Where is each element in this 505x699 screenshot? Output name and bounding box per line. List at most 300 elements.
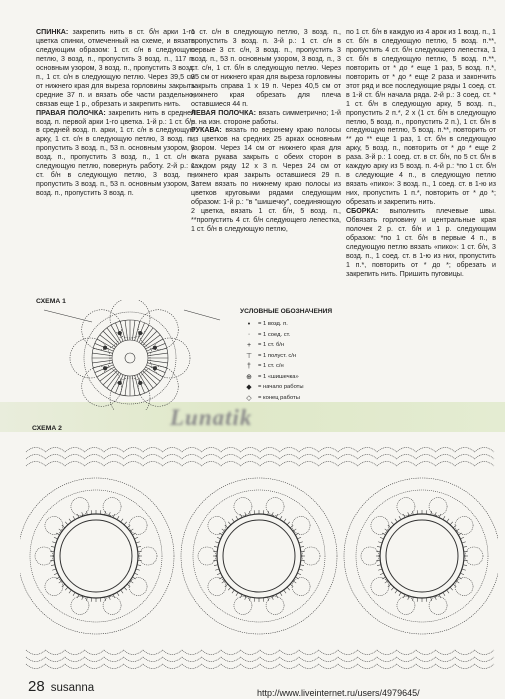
- scheme-2-diagram: [20, 438, 498, 674]
- mesh-arch: [46, 657, 66, 662]
- motif-petal: [71, 596, 89, 614]
- mesh-arch: [182, 664, 202, 669]
- motif-ring: [380, 514, 464, 598]
- stitch-line: [147, 348, 166, 353]
- stitch-tick: [62, 584, 65, 587]
- mesh-arch: [299, 455, 319, 460]
- mesh-arch: [377, 462, 397, 467]
- stitch-tick: [51, 546, 55, 547]
- mesh-arch: [397, 664, 417, 669]
- stitch-tick: [136, 542, 140, 543]
- bobble-mark: [118, 331, 122, 335]
- bobble-mark: [118, 381, 122, 385]
- paragraph-assembly: выполнить плечевые швы. Обвязать горловину и центральные края полочек 2 р. ст. б/н и 1 р. следующим образом: *по 1 ст. б/н в первые 4 п., в следующую петлю вязать «пико»: 1 ст. б/н, 3 возд. п., 1 соед. ст. в 1-ю из них, пропустить 1 п.*, повторить от * до *; обрезать и закрепить нить. Пришить пуговицы.: [346, 207, 496, 278]
- mesh-arch: [475, 650, 495, 655]
- watermark: Lunatik: [170, 405, 253, 430]
- scheme-1-label: СХЕМА 1: [36, 298, 66, 305]
- stitch-tick: [443, 516, 445, 519]
- mesh-arch: [202, 462, 222, 467]
- stitch-tick: [249, 511, 250, 515]
- mesh-arch: [397, 462, 417, 467]
- stitch-tick: [54, 537, 58, 539]
- stitch-line: [135, 321, 140, 340]
- mesh-arch: [143, 448, 163, 453]
- legend-row: [240, 330, 350, 341]
- scheme-1-diagram: [34, 300, 232, 410]
- legend-row: [240, 319, 350, 330]
- stitch-line: [93, 348, 112, 353]
- legend-row: [240, 351, 350, 362]
- text-column-1: [36, 28, 195, 284]
- mesh-arch: [416, 650, 436, 655]
- stitch-tick: [395, 519, 397, 522]
- bobble-mark: [103, 346, 107, 350]
- motif-inner-ring: [60, 520, 132, 592]
- stitch-tick: [232, 519, 234, 522]
- motif-mid-ring: [30, 490, 162, 622]
- stitch-tick: [391, 587, 394, 590]
- mesh-arch: [202, 455, 222, 460]
- stitch-tick: [399, 516, 401, 519]
- mesh-arch: [319, 448, 339, 453]
- page-number: 28: [28, 678, 45, 695]
- motif-outer-ring: [344, 478, 498, 634]
- legend-text: = 1 «шишечка»: [258, 373, 299, 380]
- mesh-arch: [475, 462, 495, 467]
- mesh-arch: [143, 650, 163, 655]
- mesh-arch: [397, 448, 417, 453]
- stitch-tick: [86, 597, 87, 601]
- mesh-arch: [397, 650, 417, 655]
- scheme-2-label: СХЕМА 2: [32, 425, 62, 432]
- mesh-arch: [455, 448, 475, 453]
- mesh-arch: [85, 664, 105, 669]
- stitch-tick: [295, 533, 298, 535]
- motif-outer-ring: [20, 478, 174, 634]
- mesh-arch: [202, 448, 222, 453]
- stitch-tick: [439, 514, 441, 518]
- mesh-arch: [299, 650, 319, 655]
- mesh-arch: [143, 455, 163, 460]
- stitch-line: [93, 363, 112, 368]
- legend-text: = 1 полуст. с/н: [258, 352, 297, 359]
- mesh-arch: [358, 455, 378, 460]
- mesh-arch: [416, 455, 436, 460]
- stitch-tick: [69, 590, 71, 593]
- mesh-arch: [46, 462, 66, 467]
- mesh-arch: [319, 650, 339, 655]
- stitch-tick: [225, 584, 228, 587]
- mesh-arch: [65, 448, 85, 453]
- mesh-arch: [416, 462, 436, 467]
- mesh-arch: [182, 462, 202, 467]
- stitch-tick: [127, 584, 130, 587]
- stitch-line: [132, 376, 135, 396]
- stitch-tick: [59, 529, 62, 531]
- stitch-tick: [86, 511, 87, 515]
- mesh-arch: [221, 650, 241, 655]
- mesh-arch: [26, 657, 46, 662]
- stitch-tick: [439, 594, 441, 598]
- legend-title: УСЛОВНЫЕ ОБОЗНАЧЕНИЯ: [240, 308, 333, 315]
- mesh-arch: [202, 657, 222, 662]
- stitch-tick: [73, 516, 75, 519]
- mesh-arch: [475, 448, 495, 453]
- mesh-arch: [124, 462, 144, 467]
- mesh-arch: [221, 462, 241, 467]
- legend-row: [240, 372, 350, 383]
- mesh-arch: [299, 462, 319, 467]
- legend-symbol: •: [247, 320, 251, 328]
- stitch-tick: [73, 592, 75, 595]
- motif-petal: [292, 516, 310, 534]
- motif-petal: [429, 498, 447, 516]
- stitch-tick: [299, 542, 303, 543]
- stitch-tick: [395, 590, 397, 593]
- mesh-arch: [104, 455, 124, 460]
- mesh-arch: [163, 657, 183, 662]
- stitch-tick: [460, 573, 464, 575]
- motif-petal: [45, 516, 63, 534]
- mesh-arch: [182, 448, 202, 453]
- inner-ring: [112, 340, 148, 376]
- stitch-tick: [240, 514, 242, 518]
- motif-petal: [103, 596, 121, 614]
- stitch-tick: [378, 542, 382, 543]
- stitch-tick: [134, 573, 138, 575]
- side-hatching: [44, 310, 92, 322]
- legend-text: = 1 возд. п.: [258, 321, 288, 328]
- mesh-arch: [104, 657, 124, 662]
- mesh-arch: [436, 650, 456, 655]
- mesh-arch: [163, 448, 183, 453]
- mesh-arch: [377, 657, 397, 662]
- stitch-tick: [132, 577, 135, 579]
- legend-symbol: ◆: [246, 384, 252, 392]
- mesh-arch: [26, 650, 46, 655]
- stitch-tick: [388, 525, 391, 528]
- mesh-arch: [338, 650, 358, 655]
- motif-petal: [371, 516, 389, 534]
- stitch-tick: [280, 516, 282, 519]
- mesh-arch: [358, 657, 378, 662]
- motif-petal: [397, 498, 415, 516]
- stitch-tick: [290, 584, 293, 587]
- mesh-arch: [436, 657, 456, 662]
- heading-assembly: СБОРКА:: [346, 207, 379, 216]
- mesh-arch: [436, 455, 456, 460]
- stitch-tick: [276, 514, 278, 518]
- legend-symbol: †: [247, 362, 251, 370]
- stitch-tick: [124, 522, 127, 525]
- stitch-line: [125, 320, 128, 340]
- mesh-arch: [143, 657, 163, 662]
- stitch-tick: [59, 581, 62, 583]
- mesh-arch: [221, 448, 241, 453]
- mesh-arch: [299, 657, 319, 662]
- motif-petal: [71, 498, 89, 516]
- mesh-arch: [358, 664, 378, 669]
- legend: [240, 308, 350, 403]
- mesh-arch: [241, 657, 261, 662]
- stitch-line: [135, 375, 140, 394]
- paragraph-back: закрепить нить в ст. б/н арки 1-го цветка спинки, отмеченный на схеме, и вязать следующим образом: 1 ст. с/н в следующую петлю, 3 возд. п., пропустить 3 возд. п., 117 п. основным узором, 3 возд. п., пропустить 3 возд. п., 1 ст. с/н в следующую петлю. Через 39,5 см от нижнего края для выреза горловины закрыть средние 37 п. и вязать обе части раздельно, связав еще 1 р., обрезать и закрепить нить.: [36, 28, 195, 108]
- motif-petal: [208, 516, 226, 534]
- heading-right-front: ПРАВАЯ ПОЛОЧКА:: [36, 108, 106, 117]
- mesh-arch: [436, 664, 456, 669]
- stitch-tick: [450, 587, 453, 590]
- motif-petal: [103, 498, 121, 516]
- motif-petal: [371, 578, 389, 596]
- stitch-tick: [412, 597, 413, 601]
- motif-inner-ring: [223, 520, 295, 592]
- mesh-arch: [436, 448, 456, 453]
- bobble-mark: [139, 381, 143, 385]
- mesh-arch: [338, 664, 358, 669]
- stitch-tick: [280, 592, 282, 595]
- mesh-arch: [455, 455, 475, 460]
- stitch-tick: [385, 581, 388, 583]
- legend-row: [240, 382, 350, 393]
- stitch-tick: [453, 525, 456, 528]
- stitch-tick: [215, 542, 219, 543]
- motif-petal: [234, 498, 252, 516]
- stitch-tick: [121, 590, 123, 593]
- mesh-arch: [475, 657, 495, 662]
- mesh-arch: [85, 455, 105, 460]
- mesh-arch: [319, 657, 339, 662]
- paragraph-right-front: закрепить нить в средней возд. п. первой арки 1-го цветка. 1-й р.: 1 ст. б/н в средней возд. п. арки, 1 ст. с/н в следующую арку, 1 ст. с/н в следующую петлю, 3 возд. п., пропустить 3 возд. п., 53 п. основным узором, 3 возд. п., пропустить 3 возд. п., 1 ст. с/н в следующую петлю, повернуть работу. 2-й р.: 1 ст. б/н в следующую петлю, 3 возд. п., пропустить 3 возд. п., 53 п. основным узором, 3 возд. п., пропустить 3 возд. п.: [36, 108, 195, 198]
- stitch-tick: [287, 522, 290, 525]
- paragraph-sleeves: вязать по верхнему краю полосы из цветков на средних 25 арках основным узором. Через 14 см от нижнего края для оката рукава закрыть с обеих сторон в каждом ряду 12 х 3 п. Через 24 см от нижнего края закрыть оставшиеся 29 п. Затем вязать по нижнему краю полосы из цветков круговыми рядами следующим образом: 1-й р.: "в "шишечку", соединяющую 2 цветка, вязать 1 ст. б/н, 5 возд. п., **пропустить 4 ст. б/н следующего лепестка, 1 ст. б/н в следующую петлю,: [191, 126, 341, 233]
- mesh-arch: [46, 664, 66, 669]
- mesh-arch: [143, 462, 163, 467]
- legend-text: = 1 ст. с/н: [258, 363, 284, 370]
- motif-petal: [45, 578, 63, 596]
- stitch-tick: [460, 537, 464, 539]
- legend-text: = 1 соед. ст.: [258, 331, 291, 338]
- mesh-arch: [260, 455, 280, 460]
- bobble-mark: [153, 367, 157, 371]
- stitch-tick: [377, 565, 381, 566]
- stitch-tick: [134, 537, 138, 539]
- stitch-tick: [284, 590, 286, 593]
- mesh-arch: [124, 664, 144, 669]
- mesh-arch: [104, 462, 124, 467]
- stitch-tick: [380, 537, 384, 539]
- stitch-tick: [228, 587, 231, 590]
- stitch-tick: [236, 592, 238, 595]
- motif-petal: [129, 516, 147, 534]
- stitch-tick: [54, 573, 58, 575]
- bobble-mark: [103, 367, 107, 371]
- stitch-tick: [52, 542, 56, 543]
- mesh-arch: [85, 462, 105, 467]
- mesh-arch: [397, 455, 417, 460]
- stitch-tick: [450, 522, 453, 525]
- stitch-tick: [299, 569, 303, 570]
- mesh-arch: [338, 657, 358, 662]
- mesh-arch: [280, 664, 300, 669]
- stitch-tick: [69, 519, 71, 522]
- mesh-arch: [455, 650, 475, 655]
- stitch-tick: [300, 565, 304, 566]
- text-column-2: [191, 28, 341, 246]
- mesh-arch: [260, 462, 280, 467]
- stitch-tick: [232, 590, 234, 593]
- mesh-arch: [241, 664, 261, 669]
- stitch-tick: [222, 529, 225, 531]
- mesh-arch: [299, 664, 319, 669]
- mesh-arch: [202, 664, 222, 669]
- legend-row: [240, 361, 350, 372]
- stitch-tick: [137, 565, 141, 566]
- mesh-arch: [182, 455, 202, 460]
- mesh-arch: [163, 462, 183, 467]
- mesh-arch: [377, 448, 397, 453]
- legend-symbol: +: [246, 341, 252, 349]
- stitch-tick: [380, 573, 384, 575]
- mesh-arch: [338, 462, 358, 467]
- motif-ring: [54, 514, 138, 598]
- stitch-tick: [236, 516, 238, 519]
- mesh-arch: [85, 650, 105, 655]
- stitch-line: [147, 363, 166, 368]
- stitch-tick: [385, 529, 388, 531]
- motif-outer-ring: [181, 478, 337, 634]
- mesh-arch: [299, 448, 319, 453]
- mesh-arch: [124, 448, 144, 453]
- stitch-line: [120, 321, 125, 340]
- stitch-tick: [136, 569, 140, 570]
- text-column-3: [346, 28, 496, 288]
- stitch-tick: [391, 522, 394, 525]
- brand-name: susanna: [50, 682, 95, 694]
- legend-row: [240, 393, 350, 404]
- legend-symbol: ◇: [246, 394, 252, 402]
- mesh-arch: [221, 664, 241, 669]
- stitch-tick: [462, 569, 466, 570]
- stitch-tick: [77, 514, 79, 518]
- mesh-arch: [377, 650, 397, 655]
- mesh-arch: [455, 664, 475, 669]
- motif-mid-ring: [193, 490, 325, 622]
- mesh-arch: [143, 664, 163, 669]
- mesh-arch: [397, 657, 417, 662]
- paragraph-right-front-cont: 1 ст. с/н в следующую петлю, 3 возд. п., пропустить 3 возд. п. 3-й р.: 1 ст. с/н в первые 3 ст. с/н, 3 возд. п., пропустить 3 возд. п., 53 п. основным узором, 3 возд. п., 3 ст. с/н, 1 ст. б/н в следующую петлю. Через 35 см от нижнего края для выреза горловины закрыть справа 1 х 19 п. Через 40,5 см от нижнего края обрезать для плеча оставшиеся 44 п.: [191, 28, 341, 108]
- stitch-tick: [215, 569, 219, 570]
- mesh-arch: [455, 462, 475, 467]
- paragraph-sleeves-cont: по 1 ст. б/н в каждую из 4 арок из 1 возд. п., 1 ст. б/н в следующую петлю, 5 возд. п.**, пропустить 4 ст. б/н следующего лепестка, 1 ст. б/н в следующую петлю, 5 возд. п.**, повторить от * до * еще 1 раз, 5 возд. п.*, повторить от * до * еще 2 раза и закончить этот ряд и все последующие ряды 1 соед. ст. в 1-й ст. б/н начала ряда. 2-й р.: 3 соед. ст. * 1 ст. б/н в следующую арку, 5 возд. п., пропустить 2 п.*, 2 х (1 ст. б/н в следующую петлю, 5 возд. п., пропустить 2 п.), 1 ст. б/н в следующую петлю, 5 возд. п.**, повторить от ** до ** еще 1 раз, 1 ст. б/н в следующую арку, 5 возд. п., повторить от * до * еще 2 раза. 3-й р.: 1 соед. ст. в ст. б/н, по 5 ст. б/н в каждую арку из 5 возд. п. 4-й р.: *по 1 ст. б/н в следующие 4 п., в следующую петлю вязать «пико»: 3 возд. п., 1 соед. ст. в 1-ю из них, пропустить 1 п.*, повторить от * до *; обрезать и закрепить нить.: [346, 28, 496, 207]
- mesh-arch: [46, 448, 66, 453]
- mesh-arch: [377, 664, 397, 669]
- mesh-arch: [260, 448, 280, 453]
- stitch-tick: [113, 514, 115, 518]
- legend-symbol: ⊕: [246, 373, 252, 381]
- mesh-arch: [260, 657, 280, 662]
- mesh-arch: [436, 462, 456, 467]
- heading-back: СПИНКА:: [36, 28, 69, 36]
- legend-text: = 1 ст. б/н: [258, 342, 285, 349]
- mesh-arch: [475, 664, 495, 669]
- mesh-arch: [319, 455, 339, 460]
- mesh-arch: [202, 650, 222, 655]
- mesh-arch: [358, 462, 378, 467]
- mesh-arch: [416, 664, 436, 669]
- stitch-tick: [228, 522, 231, 525]
- motif-petal: [208, 578, 226, 596]
- stitch-tick: [124, 587, 127, 590]
- motif-petal: [455, 578, 473, 596]
- mesh-arch: [104, 448, 124, 453]
- mesh-arch: [26, 462, 46, 467]
- stitch-tick: [462, 542, 466, 543]
- stitch-tick: [225, 525, 228, 528]
- mesh-arch: [163, 455, 183, 460]
- stitch-line: [120, 375, 125, 394]
- stitch-tick: [297, 537, 301, 539]
- stitch-tick: [284, 519, 286, 522]
- mesh-arch: [260, 664, 280, 669]
- mesh-arch: [377, 455, 397, 460]
- stitch-tick: [51, 565, 55, 566]
- mesh-arch: [163, 664, 183, 669]
- stitch-tick: [458, 577, 461, 579]
- mesh-arch: [455, 657, 475, 662]
- mesh-arch: [280, 650, 300, 655]
- stitch-tick: [276, 594, 278, 598]
- motif-inner-ring: [386, 520, 458, 592]
- motif-ring: [217, 514, 301, 598]
- stitch-tick: [113, 594, 115, 598]
- stitch-tick: [214, 546, 218, 547]
- stitch-tick: [377, 546, 381, 547]
- mesh-arch: [475, 455, 495, 460]
- stitch-tick: [249, 597, 250, 601]
- stitch-tick: [447, 519, 449, 522]
- mesh-arch: [124, 455, 144, 460]
- mesh-arch: [65, 650, 85, 655]
- stitch-tick: [121, 519, 123, 522]
- mesh-arch: [319, 462, 339, 467]
- mesh-arch: [46, 650, 66, 655]
- motif-petal: [429, 596, 447, 614]
- stitch-tick: [295, 577, 298, 579]
- mesh-arch: [26, 455, 46, 460]
- mesh-arch: [26, 664, 46, 669]
- bobble-mark: [139, 331, 143, 335]
- side-hatching: [184, 310, 220, 320]
- stitch-tick: [77, 594, 79, 598]
- stitch-tick: [463, 565, 467, 566]
- stitch-tick: [214, 565, 218, 566]
- stitch-tick: [388, 584, 391, 587]
- mesh-arch: [241, 455, 261, 460]
- mesh-arch: [85, 448, 105, 453]
- stitch-tick: [403, 514, 405, 518]
- motif-petal: [266, 596, 284, 614]
- mesh-arch: [65, 455, 85, 460]
- heading-sleeves: РУКАВА:: [191, 126, 222, 135]
- motif-mid-ring: [356, 490, 488, 622]
- stitch-tick: [65, 587, 68, 590]
- stitch-tick: [290, 525, 293, 528]
- mesh-arch: [124, 650, 144, 655]
- stitch-tick: [217, 573, 221, 575]
- motif-petal: [266, 498, 284, 516]
- stitch-tick: [399, 592, 401, 595]
- mesh-arch: [241, 448, 261, 453]
